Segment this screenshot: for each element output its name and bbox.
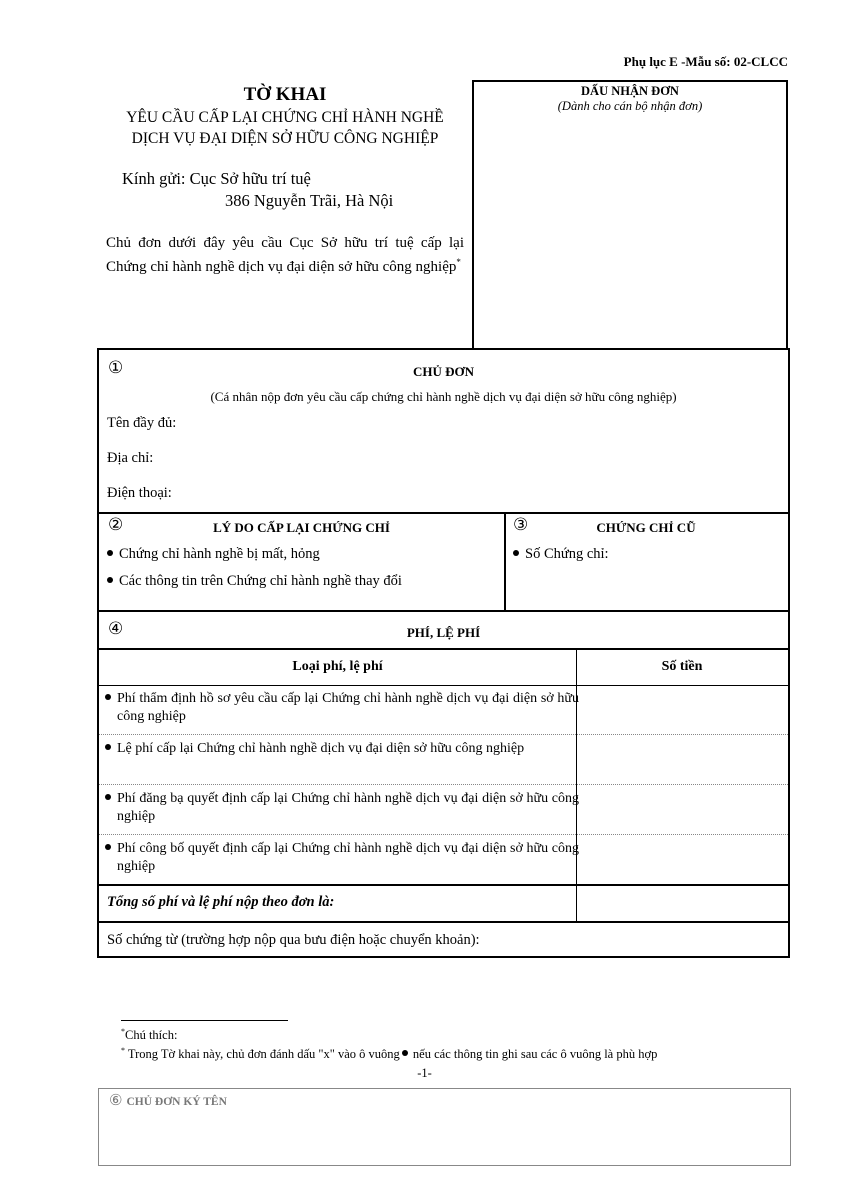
old-certificate-label: Số Chứng chỉ: — [525, 546, 609, 562]
field-full-name: Tên đầy đủ: — [107, 415, 177, 431]
stamp-box — [472, 80, 788, 348]
fee-item-label: Lệ phí cấp lại Chứng chỉ hành nghề dịch vụ đại diện sở hữu công nghiệp — [117, 741, 525, 756]
fee-item — [105, 790, 579, 826]
fee-item — [105, 690, 579, 726]
bullet-icon — [513, 550, 519, 556]
fee-item-label: Phí công bố quyết định cấp lại Chứng chỉ hành nghề dịch vụ đại diện sở hữu công nghiệp — [117, 841, 579, 874]
section1-title: CHỦ ĐƠN — [412, 364, 475, 379]
field-address: Địa chỉ: — [107, 450, 154, 466]
intro-footnote-mark: * — [456, 257, 461, 267]
form-header — [98, 80, 472, 348]
stamp-note: (Dành cho cán bộ nhận đơn) — [557, 99, 703, 113]
page-number: -1- — [417, 1066, 432, 1080]
divider — [99, 512, 788, 514]
reason-info-changed-label: Các thông tin trên Chứng chỉ hành nghề thay đổi — [119, 573, 402, 589]
footnote-text-after: nếu các thông tin ghi sau các ô vuông là phù hợp — [409, 1047, 658, 1062]
fee-item-label: Phí thẩm định hồ sơ yêu cầu cấp lại Chứng chỉ hành nghề dịch vụ đại diện sở hữu công nghiệp — [117, 691, 579, 724]
recipient-block — [122, 168, 472, 212]
fee-type-header: Loại phí, lệ phí — [292, 659, 383, 674]
fee-item — [105, 840, 579, 876]
footnote-label — [121, 1027, 177, 1043]
fee-total-label: Tổng số phí và lệ phí nộp theo đơn là: — [107, 894, 335, 910]
divider — [99, 734, 788, 735]
divider — [99, 610, 788, 612]
section2-number: ② — [108, 515, 124, 535]
footnote-label-mark: * — [121, 1027, 125, 1036]
bullet-icon — [105, 794, 111, 800]
divider — [99, 884, 788, 886]
section3-number: ③ — [513, 515, 529, 535]
receipt-number-label: Số chứng từ (trường hợp nộp qua bưu điện hoặc chuyển khoản): — [107, 932, 480, 948]
footnote-text-mark: * — [121, 1046, 125, 1055]
bullet-icon — [107, 577, 113, 583]
recipient-address: 386 Nguyễn Trãi, Hà Nội — [225, 191, 394, 210]
divider — [99, 784, 788, 785]
section1-number: ① — [108, 358, 124, 378]
section3-title: CHỨNG CHỈ CŨ — [596, 520, 696, 535]
footnote-label-text: Chú thích: — [125, 1028, 178, 1043]
bullet-icon — [105, 744, 111, 750]
bullet-icon — [402, 1050, 408, 1056]
reason-lost-damaged-label: Chứng chỉ hành nghề bị mất, hỏng — [119, 546, 320, 562]
divider — [99, 834, 788, 835]
section1-note: (Cá nhân nộp đơn yêu cầu cấp chứng chỉ hành nghề dịch vụ đại diện sở hữu công nghiệp) — [210, 389, 677, 404]
form-subtitle-2: DỊCH VỤ ĐẠI DIỆN SỞ HỮU CÔNG NGHIỆP — [131, 130, 439, 147]
signature-box[interactable] — [98, 1088, 791, 1166]
fee-amount-header: Số tiền — [661, 659, 703, 674]
reason-lost-damaged[interactable] — [107, 546, 320, 563]
divider — [99, 685, 788, 686]
recipient-line-1: Kính gửi: Cục Sở hữu trí tuệ — [122, 169, 311, 188]
section6-number: ⑥ — [109, 1091, 123, 1109]
field-phone: Điện thoại: — [107, 485, 172, 501]
signature-title — [109, 1091, 227, 1109]
bullet-icon — [107, 550, 113, 556]
reason-info-changed[interactable] — [107, 573, 402, 590]
section4-title: PHÍ, LỆ PHÍ — [406, 625, 481, 640]
divider — [99, 648, 788, 650]
form-subtitle-1: YÊU CẦU CẤP LẠI CHỨNG CHỈ HÀNH NGHỀ — [126, 109, 444, 126]
section6-title: CHỦ ĐƠN KÝ TÊN — [126, 1096, 227, 1108]
bullet-icon — [105, 694, 111, 700]
divider — [99, 921, 788, 923]
section4-number: ④ — [108, 619, 124, 639]
intro-paragraph — [106, 234, 464, 277]
stamp-title: DẤU NHẬN ĐƠN — [581, 84, 679, 98]
old-certificate-number[interactable] — [513, 546, 609, 563]
fee-item — [105, 740, 579, 758]
intro-text: Chủ đơn dưới đây yêu cầu Cục Sở hữu trí tuệ cấp lại Chứng chỉ hành nghề dịch vụ đại diện sở hữu công nghiệp — [106, 235, 464, 275]
fee-item-label: Phí đăng bạ quyết định cấp lại Chứng chỉ hành nghề dịch vụ đại diện sở hữu công nghiệp — [117, 791, 579, 824]
footnote-text-before: Trong Tờ khai này, chủ đơn đánh dấu "x" vào ô vuông — [125, 1047, 400, 1062]
form-body — [97, 348, 790, 958]
footnote-rule — [121, 1020, 288, 1021]
section2-title: LÝ DO CẤP LẠI CHỨNG CHỈ — [213, 520, 390, 535]
appendix-label: Phụ lục E -Mẫu số: 02-CLCC — [623, 54, 788, 69]
form-title: TỜ KHAI — [243, 84, 327, 105]
bullet-icon — [105, 844, 111, 850]
footnote-text — [121, 1046, 657, 1062]
